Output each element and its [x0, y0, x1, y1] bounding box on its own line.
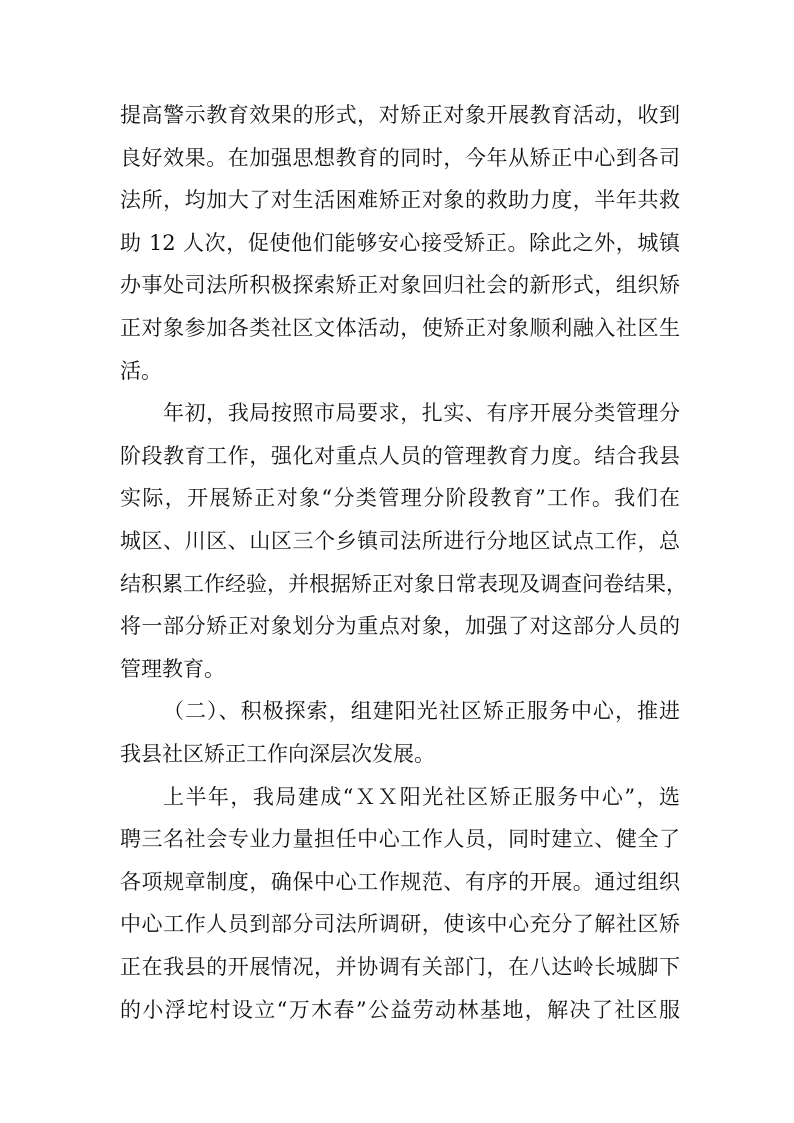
text-line: 聘三名社会专业力量担任中心工作人员，同时建立、健全了 [120, 827, 680, 852]
text-line: 年初，我局按照市局要求，扎实、有序开展分类管理分 [163, 401, 680, 426]
text-line: 法所，均加大了对生活困难矫正对象的救助力度，半年共救 [120, 188, 680, 213]
text-line: 上半年，我局建成“ＸＸ阳光社区矫正服务中心”，选 [163, 784, 680, 809]
text-line: 提高警示教育效果的形式，对矫正对象开展教育活动，收到 [120, 103, 680, 127]
text-line: 助 12 人次，促使他们能够安心接受矫正。除此之外，城镇 [120, 230, 680, 255]
text-line: 结积累工作经验，并根据矫正对象日常表现及调查问卷结果， [120, 571, 687, 596]
text-line: （二）、积极探索，组建阳光社区矫正服务中心，推进 [163, 699, 680, 724]
text-line: 活。 [120, 358, 162, 383]
text-line: 的小浮坨村设立“万木春”公益劳动林基地，解决了社区服 [120, 997, 680, 1022]
text-line: 将一部分矫正对象划分为重点对象，加强了对这部分人员的 [120, 614, 680, 639]
text-line: 各项规章制度，确保中心工作规范、有序的开展。通过组织 [120, 869, 680, 894]
text-line: 我县社区矫正工作向深层次发展。 [120, 742, 435, 766]
text-line: 良好效果。在加强思想教育的同时，今年从矫正中心到各司 [120, 145, 680, 170]
text-line: 中心工作人员到部分司法所调研，使该中心充分了解社区矫 [120, 912, 680, 937]
text-line: 正对象参加各类社区文体活动，使矫正对象顺利融入社区生 [120, 316, 680, 340]
text-line: 实际，开展矫正对象“分类管理分阶段教育”工作。我们在 [120, 486, 680, 511]
text-line: 阶段教育工作，强化对重点人员的管理教育力度。结合我县 [120, 443, 680, 468]
text-line: 城区、川区、山区三个乡镇司法所进行分地区试点工作，总 [120, 529, 680, 553]
text-line: 正在我县的开展情况，并协调有关部门，在八达岭长城脚下 [120, 955, 680, 979]
text-line: 管理教育。 [120, 656, 225, 681]
text-line: 办事处司法所积极探索矫正对象回归社会的新形式，组织矫 [120, 273, 680, 298]
